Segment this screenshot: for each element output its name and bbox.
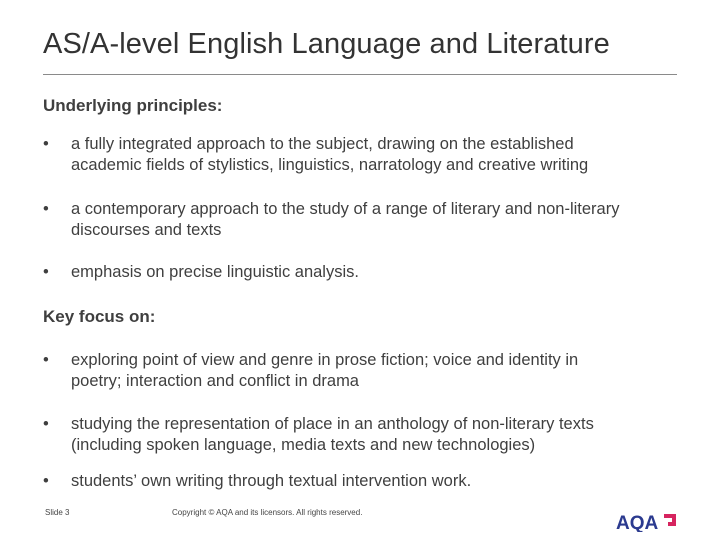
bullet-text: emphasis on precise linguistic analysis. (71, 263, 359, 281)
slide-number: Slide 3 (45, 508, 70, 517)
bullet-text: studying the representation of place in an anthology of non-literary texts (including spoken language, media texts and new technologies) (71, 415, 594, 454)
aqa-logo (616, 510, 678, 532)
bullet-text: exploring point of view and genre in prose fiction; voice and identity in poetry; interaction and conflict in drama (71, 351, 579, 390)
svg-text:AQA: AQA (616, 513, 659, 532)
bullet-marker: • (43, 200, 49, 218)
section-heading-principles: Underlying principles: (43, 96, 223, 115)
bullet-marker: • (43, 263, 49, 281)
slide-title: AS/A-level English Language and Literature (43, 28, 610, 60)
bullet-text: a fully integrated approach to the subject, drawing on the established academic fields of stylistics, linguistics, narratology and creative writing (71, 135, 589, 174)
bullet-marker: • (43, 351, 49, 369)
copyright-notice: Copyright © AQA and its licensors. All rights reserved. (172, 508, 363, 517)
bullet-marker: • (43, 415, 49, 433)
bullet-marker: • (43, 472, 49, 490)
bullet-text: a contemporary approach to the study of a range of literary and non-literary discourses and texts (71, 200, 620, 239)
title-divider (43, 74, 677, 75)
bullet-marker: • (43, 135, 49, 153)
section-heading-key-focus: Key focus on: (43, 307, 156, 326)
bullet-text: students’ own writing through textual intervention work. (71, 472, 472, 490)
